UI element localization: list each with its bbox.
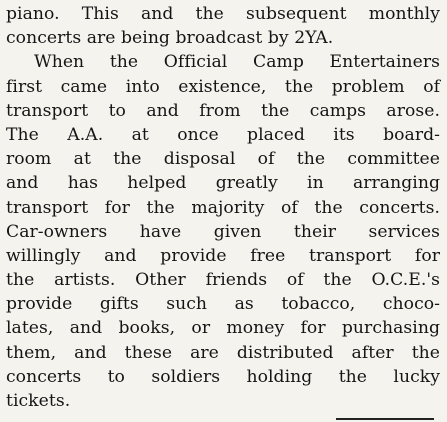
text-line: concerts are being broadcast by 2YA. [6, 28, 334, 49]
text-line: and has helped greatly in arranging [6, 173, 440, 194]
text-line: transport for the majority of the concerts. [6, 197, 440, 218]
text-line: The A.A. at once placed its board- [6, 124, 440, 145]
text-line: concerts to soldiers holding the lucky [6, 366, 440, 387]
text-line: piano. This and the subsequent monthly [6, 4, 440, 24]
text-line: room at the disposal of the committee [6, 149, 440, 170]
text-line: the artists. Other friends of the O.C.E.'s [6, 270, 440, 291]
text-line: When the Official Camp Entertainers [34, 52, 440, 73]
text-line: first came into existence, the problem of [6, 76, 440, 97]
text-line: lates, and books, or money for purchasing [6, 318, 440, 339]
text-line: provide gifts such as tobacco, choco- [6, 294, 440, 315]
article-text [6, 2, 440, 413]
text-line: tickets. [6, 391, 71, 411]
text-line: willingly and provide free transport for [6, 245, 440, 266]
text-line: transport to and from the camps arose. [6, 100, 440, 121]
text-line: them, and these are distributed after the [6, 342, 440, 363]
section-divider [336, 418, 434, 420]
text-line: Car-owners have given their services [6, 221, 440, 242]
